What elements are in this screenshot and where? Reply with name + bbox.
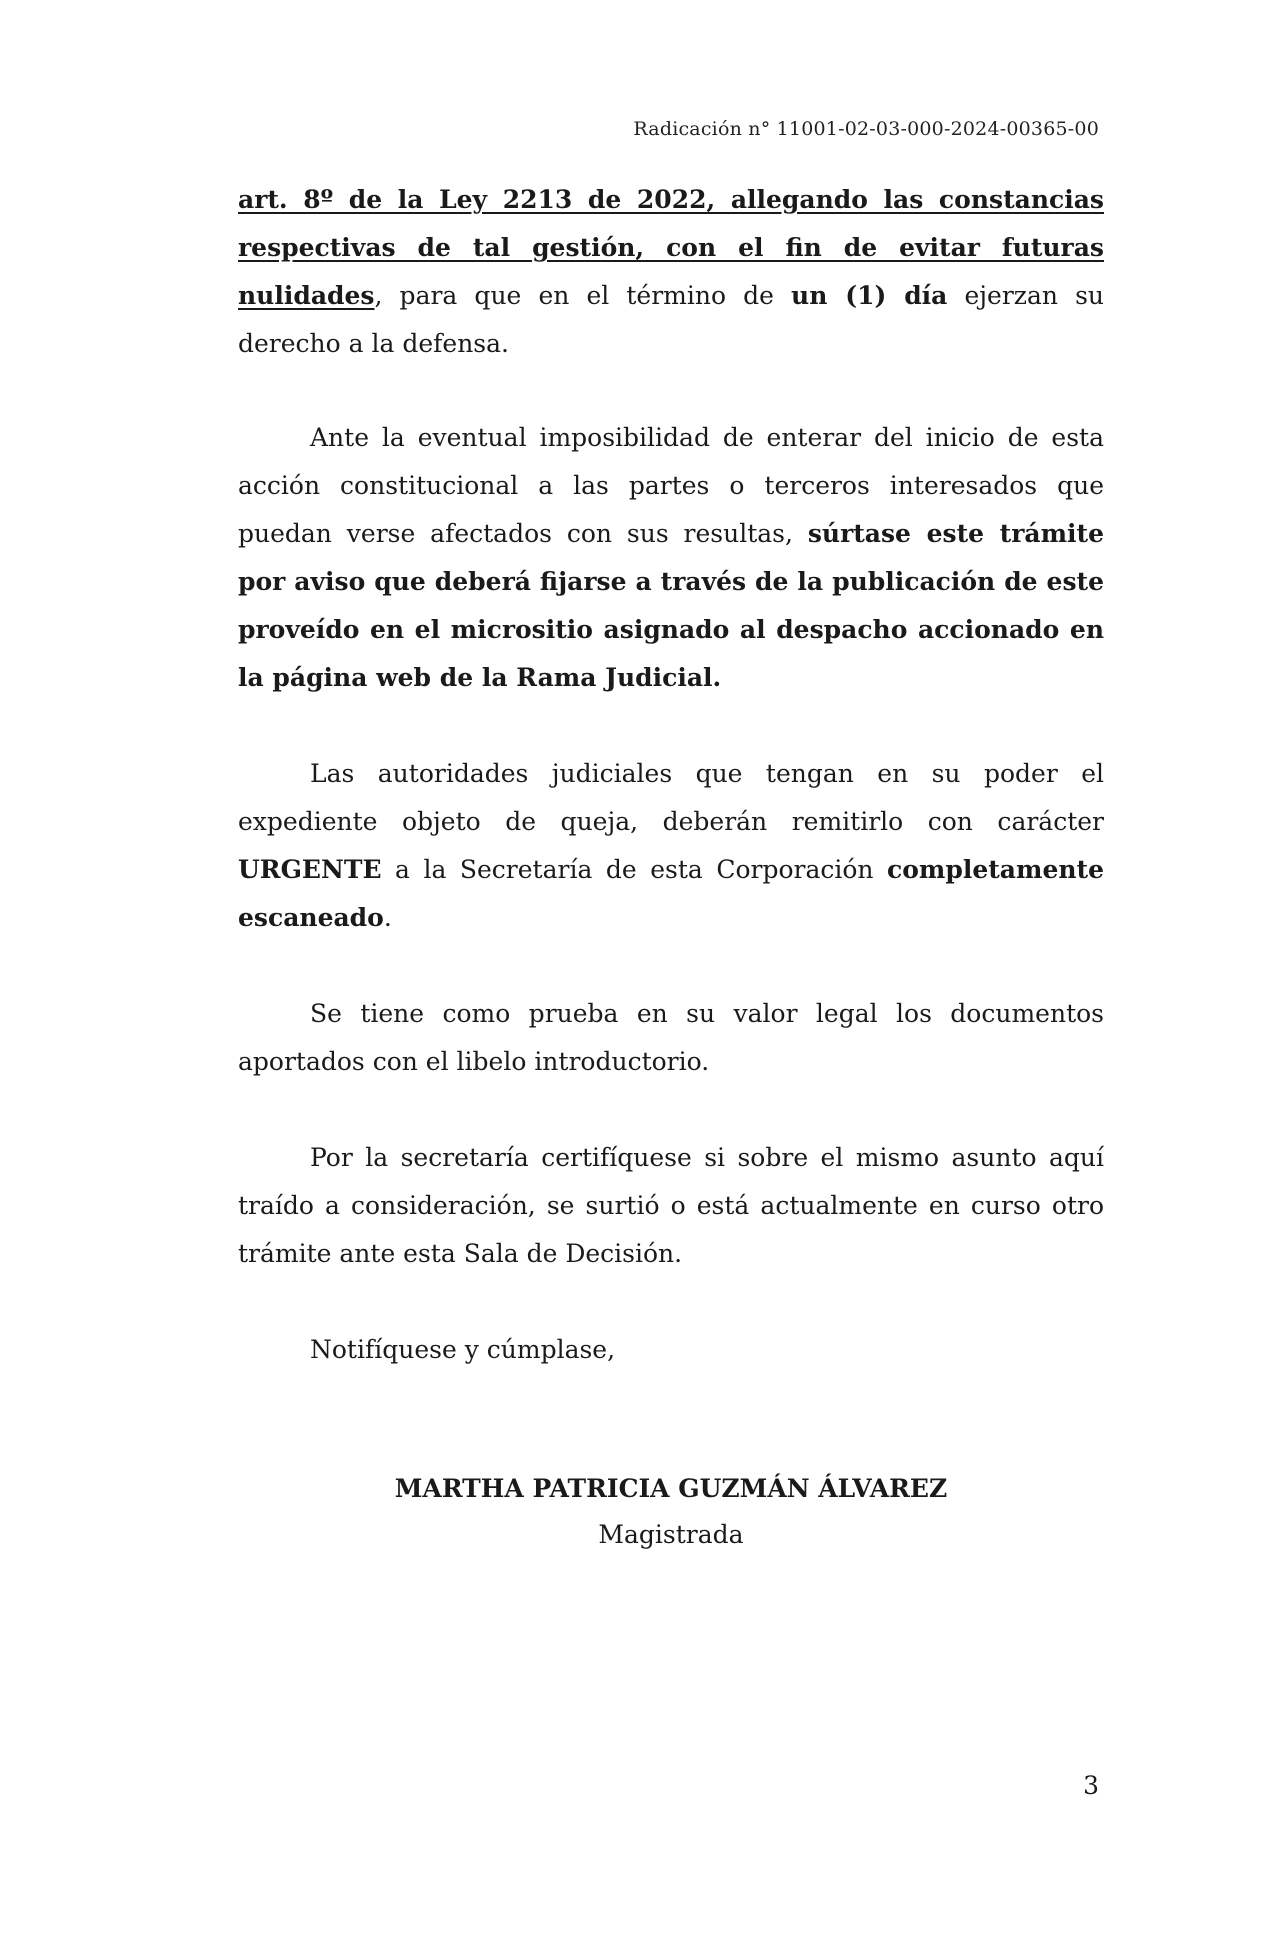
bold-text: súrtase este trámite por aviso que deberá fijarse a través de la publicación de este proveído en el micrositio asignado al despacho accionado en la página web de la Rama Judicial. — [238, 519, 1104, 692]
bold-text: URGENTE — [238, 855, 382, 884]
closing-line: Notifíquese y cúmplase, — [310, 1335, 616, 1364]
bold-text: completamente escaneado — [238, 855, 1104, 932]
paragraph-file-request: Las autoridades judiciales que tengan en su poder el expediente objeto de queja, deberán remitirlo con carácter URGENTE a la Secretaría de esta Corporación completamente escaneado. — [238, 759, 1104, 932]
paragraph-certification: Por la secretaría certifíquese si sobre el mismo asunto aquí traído a consideración, se surtió o está actualmente en curso otro trámite ante esta Sala de Decisión. — [238, 1143, 1104, 1268]
document-body — [238, 176, 1104, 1422]
signer-name: MARTHA PATRICIA GUZMÁN ÁLVAREZ — [394, 1474, 948, 1503]
paragraph-notification: art. 8º de la Ley 2213 de 2022, allegando las constancias respectivas de tal gestión, con el fin de evitar futuras nulidades, para que en el término de un (1) día ejerzan su derecho a la defensa. — [238, 185, 1105, 358]
bold-text: un (1) día — [791, 281, 948, 310]
paragraph-notice: Ante la eventual imposibilidad de enterar del inicio de esta acción constitucional a las partes o terceros interesados que puedan verse afectados con sus resultas, súrtase este trámite por aviso que deberá fijarse a través de la publicación de este proveído en el micrositio asignado al despacho accionado en la página web de la Rama Judicial. — [238, 423, 1104, 692]
case-number-header: Radicación n° 11001-02-03-000-2024-00365-00 — [633, 118, 1099, 140]
page-number: 3 — [1083, 1771, 1099, 1800]
paragraph-evidence: Se tiene como prueba en su valor legal los documentos aportados con el libelo introductorio. — [238, 999, 1104, 1076]
signature-block — [238, 1466, 1104, 1558]
signer-title: Magistrada — [598, 1520, 744, 1549]
bold-underlined-text: art. 8º de la Ley 2213 de 2022, allegando las constancias respectivas de tal gestión, con el fin de evitar futuras nulidades — [238, 185, 1104, 310]
